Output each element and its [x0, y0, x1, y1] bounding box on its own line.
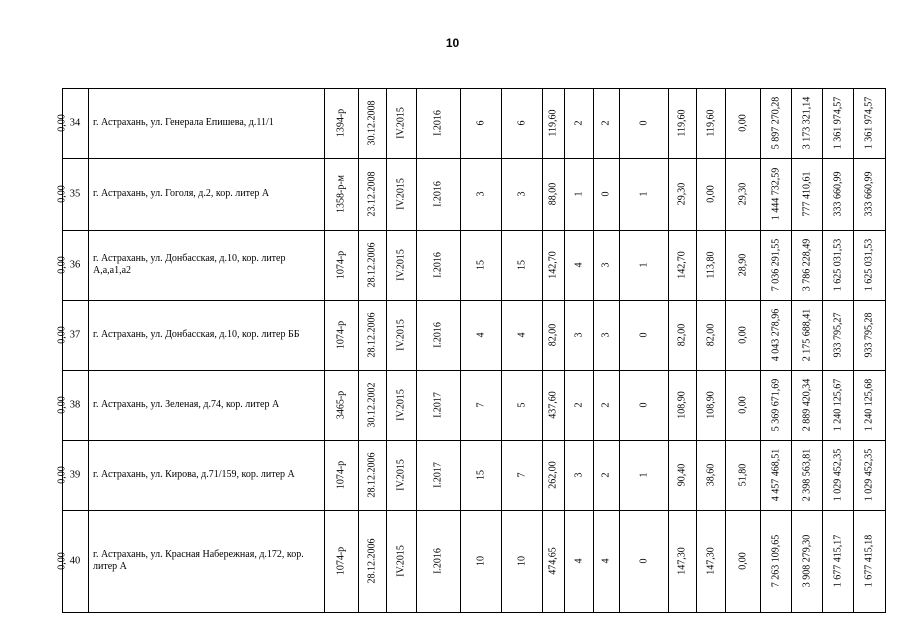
- cell-c12: 82,00: [705, 323, 716, 347]
- cell-c12: 108,90: [705, 391, 716, 419]
- cell-start: IV.2015: [395, 459, 407, 491]
- cell-c14: 7 036 291,55: [770, 238, 781, 292]
- cell-c6: 3: [516, 191, 527, 197]
- grid-line: [62, 300, 886, 301]
- cell-end: I.2016: [432, 322, 444, 348]
- row-number: 37: [69, 329, 81, 341]
- cell-c9: 4: [600, 558, 612, 564]
- cell-c12: 0,00: [705, 185, 716, 203]
- cell-c14: 1 444 732,59: [770, 167, 781, 221]
- cell-c13: 51,80: [737, 463, 748, 487]
- grid-line: [62, 612, 886, 613]
- cell-c10: 1: [638, 191, 649, 197]
- cell-c17: 333 660,99: [863, 171, 875, 217]
- cell-start: IV.2015: [395, 107, 407, 139]
- cell-c15: 3 908 279,30: [801, 534, 812, 588]
- cell-c11: 119,60: [676, 109, 688, 137]
- cell-end: I.2016: [432, 252, 444, 278]
- cell-c14: 4 457 468,51: [770, 448, 781, 502]
- cell-c14: 4 043 278,96: [770, 308, 781, 362]
- grid-line: [62, 88, 63, 612]
- cell-c9: 2: [600, 402, 612, 408]
- cell-start: IV.2015: [395, 319, 407, 351]
- cell-c13: 0,00: [737, 326, 748, 344]
- cell-c17: 933 795,28: [863, 312, 875, 358]
- cell-order: 1394-р: [335, 108, 347, 138]
- address-cell: г. Астрахань, ул. Кирова, д.71/159, кор. литер А: [93, 469, 295, 480]
- grid-line: [324, 88, 325, 612]
- cell-c16: 333 660,99: [832, 171, 843, 217]
- cell-c7: 142,70: [547, 251, 559, 279]
- address-cell: г. Астрахань, ул. Зеленая, д.74, кор. литер А: [93, 399, 280, 410]
- cell-c18: 0,00: [56, 396, 68, 414]
- cell-c17: 1 240 125,68: [863, 378, 875, 432]
- cell-c14: 5 897 270,28: [770, 96, 781, 150]
- cell-c17: 1 029 452,35: [863, 448, 875, 502]
- cell-order: 1074-р: [335, 546, 347, 576]
- cell-c6: 15: [516, 260, 527, 270]
- row-number: 36: [69, 259, 81, 271]
- grid-line: [62, 370, 886, 371]
- cell-c15: 777 410,61: [801, 171, 812, 217]
- cell-c10: 1: [638, 472, 649, 478]
- page-number: 10: [445, 36, 460, 50]
- cell-c17: 1 361 974,57: [863, 96, 875, 150]
- cell-c8: 4: [573, 262, 584, 268]
- cell-c18: 0,00: [56, 466, 68, 484]
- cell-c8: 4: [573, 558, 584, 564]
- address-cell: г. Астрахань, ул. Донбасская, д.10, кор. литер ББ: [93, 329, 300, 340]
- cell-c16: 1 240 125,67: [832, 378, 843, 432]
- cell-c17: 1 625 031,53: [863, 238, 875, 292]
- cell-c5: 10: [475, 556, 486, 566]
- cell-c13: 0,00: [737, 396, 748, 414]
- cell-c11: 108,90: [676, 391, 688, 419]
- grid-line: [62, 230, 886, 231]
- grid-line: [853, 88, 854, 612]
- address-cell: г. Астрахань, ул. Генерала Епишева, д.11/1: [93, 117, 274, 128]
- cell-c11: 142,70: [676, 251, 688, 279]
- cell-c5: 4: [475, 332, 486, 338]
- grid-line: [791, 88, 792, 612]
- address-cell: г. Астрахань, ул. Донбасская, д.10, кор. литер А,а,а1,а2: [93, 253, 286, 276]
- cell-start: IV.2015: [395, 545, 407, 577]
- cell-order: 1074-р: [335, 320, 347, 350]
- cell-c10: 0: [638, 402, 649, 408]
- cell-c7: 119,60: [547, 109, 559, 137]
- cell-order: 3465-р: [335, 390, 347, 420]
- grid-line: [593, 88, 594, 612]
- cell-c18: 0,00: [56, 185, 68, 203]
- grid-line: [358, 88, 359, 612]
- cell-c6: 4: [516, 332, 527, 338]
- cell-c7: 262,00: [547, 461, 559, 489]
- cell-c9: 2: [600, 472, 612, 478]
- cell-c9: 2: [600, 120, 612, 126]
- cell-c13: 0,00: [737, 552, 748, 570]
- cell-c5: 6: [475, 120, 486, 126]
- grid-line: [885, 88, 886, 612]
- cell-c5: 3: [475, 191, 486, 197]
- grid-line: [416, 88, 417, 612]
- cell-c10: 0: [638, 332, 649, 338]
- cell-order: 1074-р: [335, 460, 347, 490]
- cell-end: I.2016: [432, 548, 444, 574]
- cell-c11: 29,30: [676, 182, 688, 206]
- cell-c8: 3: [573, 472, 584, 478]
- cell-c10: 1: [638, 262, 649, 268]
- cell-end: I.2017: [432, 462, 444, 488]
- cell-c7: 88,00: [547, 182, 559, 206]
- cell-date: 30.12.2008: [366, 100, 378, 146]
- cell-c13: 0,00: [737, 114, 748, 132]
- cell-date: 28.12.2006: [366, 538, 378, 584]
- address-cell: г. Астрахань, ул. Красная Набережная, д.172, кор. литер А: [93, 549, 304, 572]
- cell-c11: 90,40: [676, 463, 688, 487]
- cell-c12: 119,60: [705, 109, 716, 137]
- cell-c14: 7 263 109,65: [770, 534, 781, 588]
- grid-line: [564, 88, 565, 612]
- cell-c5: 15: [475, 470, 486, 480]
- cell-start: IV.2015: [395, 389, 407, 421]
- cell-date: 23.12.2008: [366, 171, 378, 217]
- cell-c18: 0,00: [56, 552, 68, 570]
- cell-c10: 0: [638, 558, 649, 564]
- cell-c15: 2 889 420,34: [801, 378, 812, 432]
- row-number: 34: [69, 117, 81, 129]
- row-number: 40: [69, 555, 81, 567]
- cell-c16: 1 361 974,57: [832, 96, 843, 150]
- cell-end: I.2016: [432, 110, 444, 136]
- row-number: 38: [69, 399, 81, 411]
- cell-c10: 0: [638, 120, 649, 126]
- cell-c5: 15: [475, 260, 486, 270]
- cell-c7: 437,60: [547, 391, 559, 419]
- grid-line: [822, 88, 823, 612]
- cell-c7: 82,00: [547, 323, 559, 347]
- cell-c14: 5 369 671,69: [770, 378, 781, 432]
- cell-c15: 2 398 563,81: [801, 448, 812, 502]
- grid-line: [668, 88, 669, 612]
- grid-line: [386, 88, 387, 612]
- grid-line: [62, 440, 886, 441]
- cell-c18: 0,00: [56, 256, 68, 274]
- row-number: 39: [69, 469, 81, 481]
- cell-c16: 1 625 031,53: [832, 238, 843, 292]
- cell-end: I.2016: [432, 181, 444, 207]
- cell-c15: 2 175 688,41: [801, 308, 812, 362]
- cell-c8: 1: [573, 191, 584, 197]
- row-number: 35: [69, 188, 81, 200]
- cell-date: 28.12.2006: [366, 312, 378, 358]
- cell-c12: 38,60: [705, 463, 716, 487]
- cell-c8: 3: [573, 332, 584, 338]
- cell-c11: 147,30: [676, 547, 688, 575]
- grid-line: [460, 88, 461, 612]
- cell-c12: 147,30: [705, 547, 716, 575]
- cell-c9: 3: [600, 332, 612, 338]
- cell-c6: 10: [516, 556, 527, 566]
- cell-c9: 3: [600, 262, 612, 268]
- cell-c8: 2: [573, 120, 584, 126]
- grid-line: [619, 88, 620, 612]
- cell-start: IV.2015: [395, 249, 407, 281]
- cell-c12: 113,80: [705, 251, 716, 279]
- grid-line: [62, 510, 886, 511]
- grid-line: [501, 88, 502, 612]
- cell-start: IV.2015: [395, 178, 407, 210]
- grid-line: [88, 88, 89, 612]
- cell-c18: 0,00: [56, 326, 68, 344]
- grid-line: [725, 88, 726, 612]
- cell-date: 30.12.2002: [366, 382, 378, 428]
- cell-c5: 7: [475, 402, 486, 408]
- grid-line: [696, 88, 697, 612]
- cell-c8: 2: [573, 402, 584, 408]
- cell-c9: 0: [600, 191, 612, 197]
- cell-c13: 28,90: [737, 253, 748, 277]
- cell-c15: 3 173 321,14: [801, 96, 812, 150]
- cell-c6: 5: [516, 402, 527, 408]
- cell-c15: 3 786 228,49: [801, 238, 812, 292]
- cell-c6: 6: [516, 120, 527, 126]
- cell-c18: 0,00: [56, 114, 68, 132]
- cell-c11: 82,00: [676, 323, 688, 347]
- address-cell: г. Астрахань, ул. Гоголя, д.2, кор. литер А: [93, 188, 270, 199]
- cell-c6: 7: [516, 472, 527, 478]
- grid-line: [542, 88, 543, 612]
- cell-date: 28.12.2006: [366, 242, 378, 288]
- cell-c7: 474,65: [547, 547, 559, 575]
- cell-c17: 1 677 415,18: [863, 534, 875, 588]
- grid-line: [62, 88, 886, 89]
- cell-order: 1074-р: [335, 250, 347, 280]
- cell-end: I.2017: [432, 392, 444, 418]
- data-table: [56, 88, 885, 612]
- cell-c16: 933 795,27: [832, 312, 843, 358]
- cell-c16: 1 029 452,35: [832, 448, 843, 502]
- cell-c13: 29,30: [737, 182, 748, 206]
- cell-date: 28.12.2006: [366, 452, 378, 498]
- cell-order: 1358-р-м: [335, 175, 347, 213]
- cell-c16: 1 677 415,17: [832, 534, 843, 588]
- grid-line: [760, 88, 761, 612]
- grid-line: [62, 158, 886, 159]
